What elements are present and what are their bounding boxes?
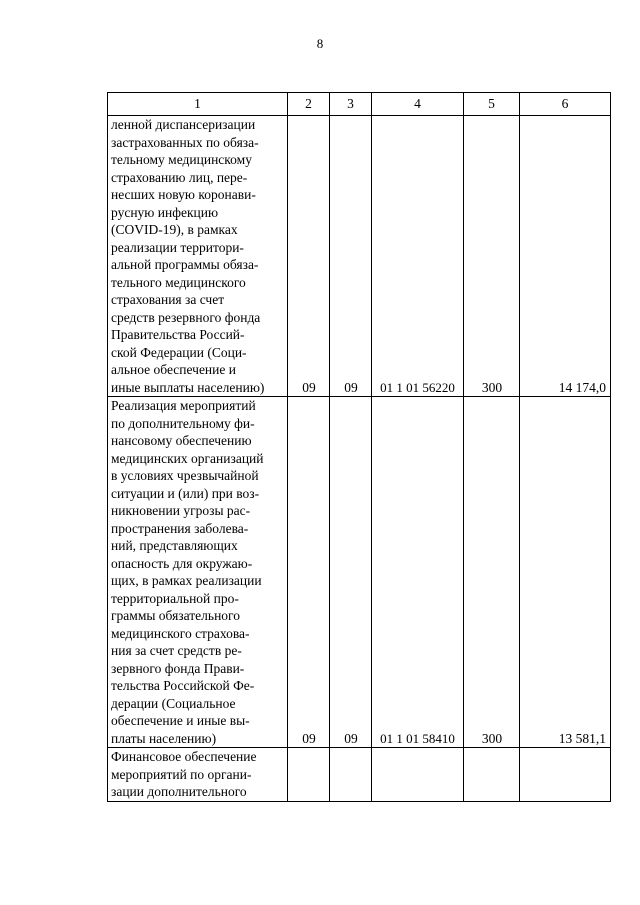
column-header: 2: [288, 93, 330, 116]
target-article-cell: [372, 748, 464, 802]
amount-cell: [520, 748, 611, 802]
column-header: 3: [330, 93, 372, 116]
column-header: 4: [372, 93, 464, 116]
target-article-cell: 01 1 01 58410: [372, 397, 464, 748]
expense-type-cell: [464, 748, 520, 802]
expense-name-cell: Финансовое обеспечение мероприятий по органи- зации дополнительного: [108, 748, 288, 802]
expense-name-cell: ленной диспансеризации застрахованных по обяза- тельному медицинскому страхованию лиц, пере- несших новую коронави- русную инфекцию (COVID-19), в рамках реализации территори- альной программы обяза- тельного медицинского страхования за счет средств резервного фонда Правительства Россий- ской Федерации (Соци- альное обеспечение и иные выплаты населению): [108, 116, 288, 397]
column-header: 5: [464, 93, 520, 116]
table-row: [108, 397, 611, 748]
column-header: 1: [108, 93, 288, 116]
amount-cell: 14 174,0: [520, 116, 611, 397]
expense-type-cell: 300: [464, 397, 520, 748]
expense-name-cell: Реализация мероприятий по дополнительному фи- нансовому обеспечению медицинских организаций в условиях чрезвычайной ситуации и (или) при воз- никновении угрозы рас- пространения заболева- ний, представляющих опасность для окружаю- щих, в рамках реализации территориальной про- граммы обязательного медицинского страхова- ния за счет средств ре- зервного фонда Прави- тельства Российской Фе- дерации (Социальное обеспечение и иные вы- платы населению): [108, 397, 288, 748]
subsection-code-cell: 09: [330, 116, 372, 397]
expense-type-cell: 300: [464, 116, 520, 397]
subsection-code-cell: 09: [330, 397, 372, 748]
amount-cell: 13 581,1: [520, 397, 611, 748]
page-number: 8: [316, 36, 324, 51]
section-code-cell: 09: [288, 116, 330, 397]
column-header: 6: [520, 93, 611, 116]
budget-table: [107, 92, 611, 802]
section-code-cell: 09: [288, 397, 330, 748]
table-header-row: [108, 93, 611, 116]
target-article-cell: 01 1 01 56220: [372, 116, 464, 397]
subsection-code-cell: [330, 748, 372, 802]
table-row: [108, 116, 611, 397]
section-code-cell: [288, 748, 330, 802]
table-row: [108, 748, 611, 802]
